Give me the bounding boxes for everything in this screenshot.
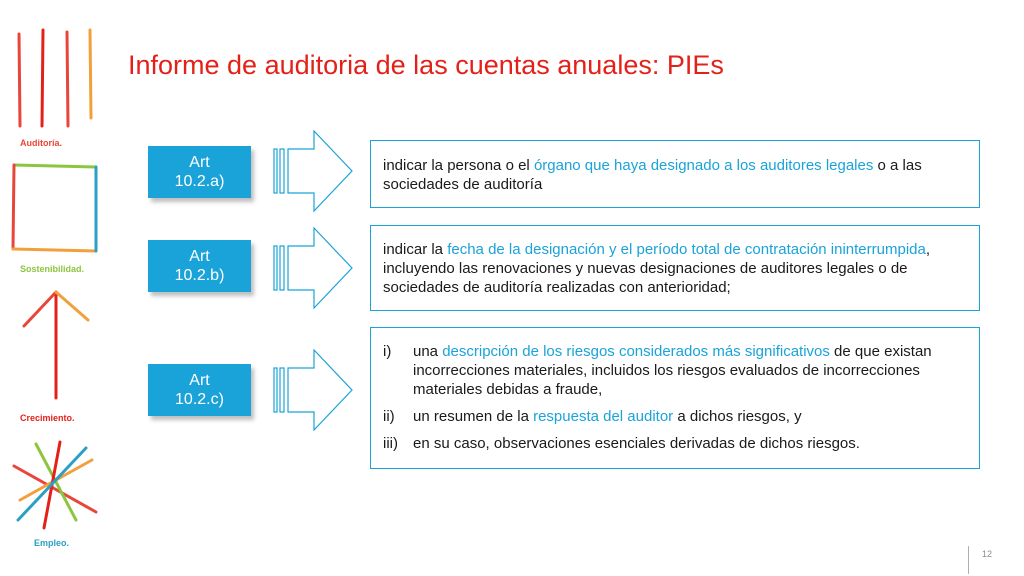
arrow-right-icon (272, 349, 356, 431)
list-item-plain: de que existan incorrecciones materiales, incluidos los riesgos evaluados de incorrecciones materiales debidas a fraude, (413, 343, 932, 398)
list-item-text (413, 407, 802, 426)
art-badge-b-line2: 10.2.b) (174, 267, 225, 284)
art-badge-b-line1: Art (189, 248, 210, 265)
list-item-highlight: respuesta del auditor (533, 408, 674, 425)
list-item (383, 407, 969, 426)
arrow-right-icon (272, 130, 356, 212)
text-b-plain-2: , incluyendo las renovaciones y nuevas designaciones de auditores legales o de sociedades de auditoría realizadas con anterioridad; (383, 241, 931, 296)
list-item-plain: un resumen de la (413, 408, 534, 425)
text-a-plain-1: indicar la persona o el (383, 157, 534, 174)
list-item-highlight: descripción de los riesgos considerados más significativos (442, 343, 830, 360)
art-badge-a (148, 146, 251, 198)
text-box-b (370, 225, 980, 311)
page-number-divider (968, 546, 969, 574)
text-b-plain-1: indicar la (383, 241, 448, 258)
brand-sidebar (0, 0, 120, 576)
sidebar-label-sostenibilidad: Sostenibilidad. (20, 264, 85, 274)
text-a-highlight: órgano que haya designado a los auditores legales (533, 157, 874, 174)
sidebar-label-auditoria: Auditoría. (20, 138, 62, 148)
art-badge-a-line1: Art (189, 154, 210, 171)
sidebar-label-empleo: Empleo. (34, 538, 70, 548)
list-item (383, 342, 969, 399)
text-box-a (370, 140, 980, 208)
list-item-number: i) (383, 343, 392, 360)
list-item-plain: en su caso, observaciones esenciales derivadas de dichos riesgos. (413, 435, 860, 452)
art-badge-c-line2: 10.2.c) (175, 391, 224, 408)
text-b-highlight: fecha de la designación y el período total de contratación ininterrumpida (447, 241, 926, 258)
page-title: Informe de auditoria de las cuentas anuales: PIEs (128, 50, 724, 80)
art-badge-b (148, 240, 251, 292)
list-item (383, 434, 969, 453)
arrow-right-icon (272, 227, 356, 309)
text-box-c (370, 327, 980, 469)
list-item-plain: a dichos riesgos, y (673, 408, 802, 425)
art-badge-a-line2: 10.2.a) (174, 173, 225, 190)
list-item-plain: una (413, 343, 443, 360)
art-badge-c (148, 364, 251, 416)
list-item-text (413, 342, 969, 399)
list-item-number: iii) (383, 435, 398, 452)
art-badge-c-line1: Art (189, 372, 210, 389)
sidebar-label-crecimiento: Crecimiento. (20, 413, 75, 423)
page-number: 12 (982, 549, 993, 559)
list-item-number: ii) (383, 408, 395, 425)
text-a-plain-2: o a las sociedades de auditoría (383, 157, 922, 193)
brand-graphic (0, 0, 120, 576)
list-item-text (413, 434, 860, 453)
